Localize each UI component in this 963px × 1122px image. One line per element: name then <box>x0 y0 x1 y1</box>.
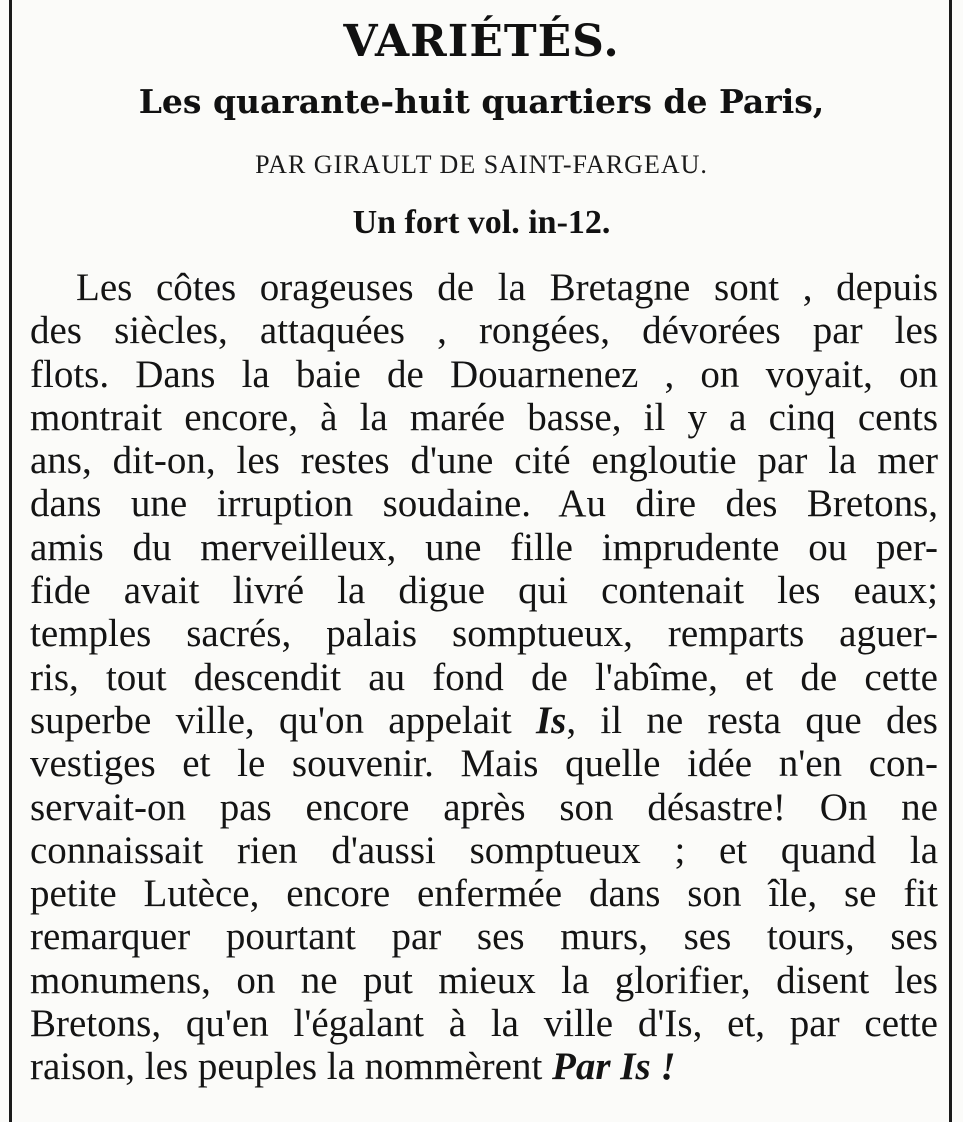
text-line: ris, tout descendit au fond de l'abîme, et de cette <box>30 655 938 699</box>
text-line: amis du merveilleux, une fille imprudente ou per- <box>30 525 938 569</box>
text-fragment: superbe ville, qu'on appelait <box>30 698 512 742</box>
text-line: temples sacrés, palais somptueux, remparts aguer- <box>30 612 938 656</box>
section-title: VARIÉTÉS. <box>343 16 620 67</box>
text-line-mixed <box>30 699 938 742</box>
text-line: petite Lutèce, encore enfermée dans son île, se fit <box>30 872 938 916</box>
book-format: Un fort vol. in-12. <box>352 204 611 241</box>
book-title: Les quarante-huit quartiers de Paris, <box>138 82 825 121</box>
text-line: vestiges et le souvenir. Mais quelle idée n'en con- <box>30 742 938 786</box>
text-line-mixed <box>30 1045 938 1088</box>
text-line: Les côtes orageuses de la Bretagne sont , depuis <box>76 266 938 309</box>
italic-par-is: Par Is ! <box>552 1045 676 1089</box>
text-line: montrait encore, à la marée basse, il y a cinq cents <box>30 395 938 439</box>
text-line: remarquer pourtant par ses murs, ses tours, ses <box>30 915 938 959</box>
article-body <box>30 266 938 1089</box>
author-byline: PAR GIRAULT DE SAINT-FARGEAU. <box>255 150 708 179</box>
text-line: fide avait livré la digue qui contenait les eaux; <box>30 569 938 613</box>
text-line: servait-on pas encore après son désastre! On ne <box>30 785 938 829</box>
text-line: dans une irruption soudaine. Au dire des Bretons, <box>30 482 938 526</box>
text-line: Bretons, qu'en l'égalant à la ville d'Is, et, par cette <box>30 1002 938 1046</box>
text-line: ans, dit-on, les restes d'une cité engloutie par la mer <box>30 439 938 483</box>
text-line: connaissait rien d'aussi somptueux ; et quand la <box>30 828 938 872</box>
text-line: monumens, on ne put mieux la glorifier, disent les <box>30 958 938 1002</box>
text-fragment: raison, les peuples la nommèrent <box>30 1045 543 1089</box>
text-fragment: , il ne resta que des <box>566 698 938 742</box>
italic-name-is: Is <box>536 698 567 742</box>
text-line: des siècles, attaquées , rongées, dévorées par les <box>30 309 938 353</box>
text-line: flots. Dans la baie de Douarnenez , on voyait, on <box>30 352 938 396</box>
